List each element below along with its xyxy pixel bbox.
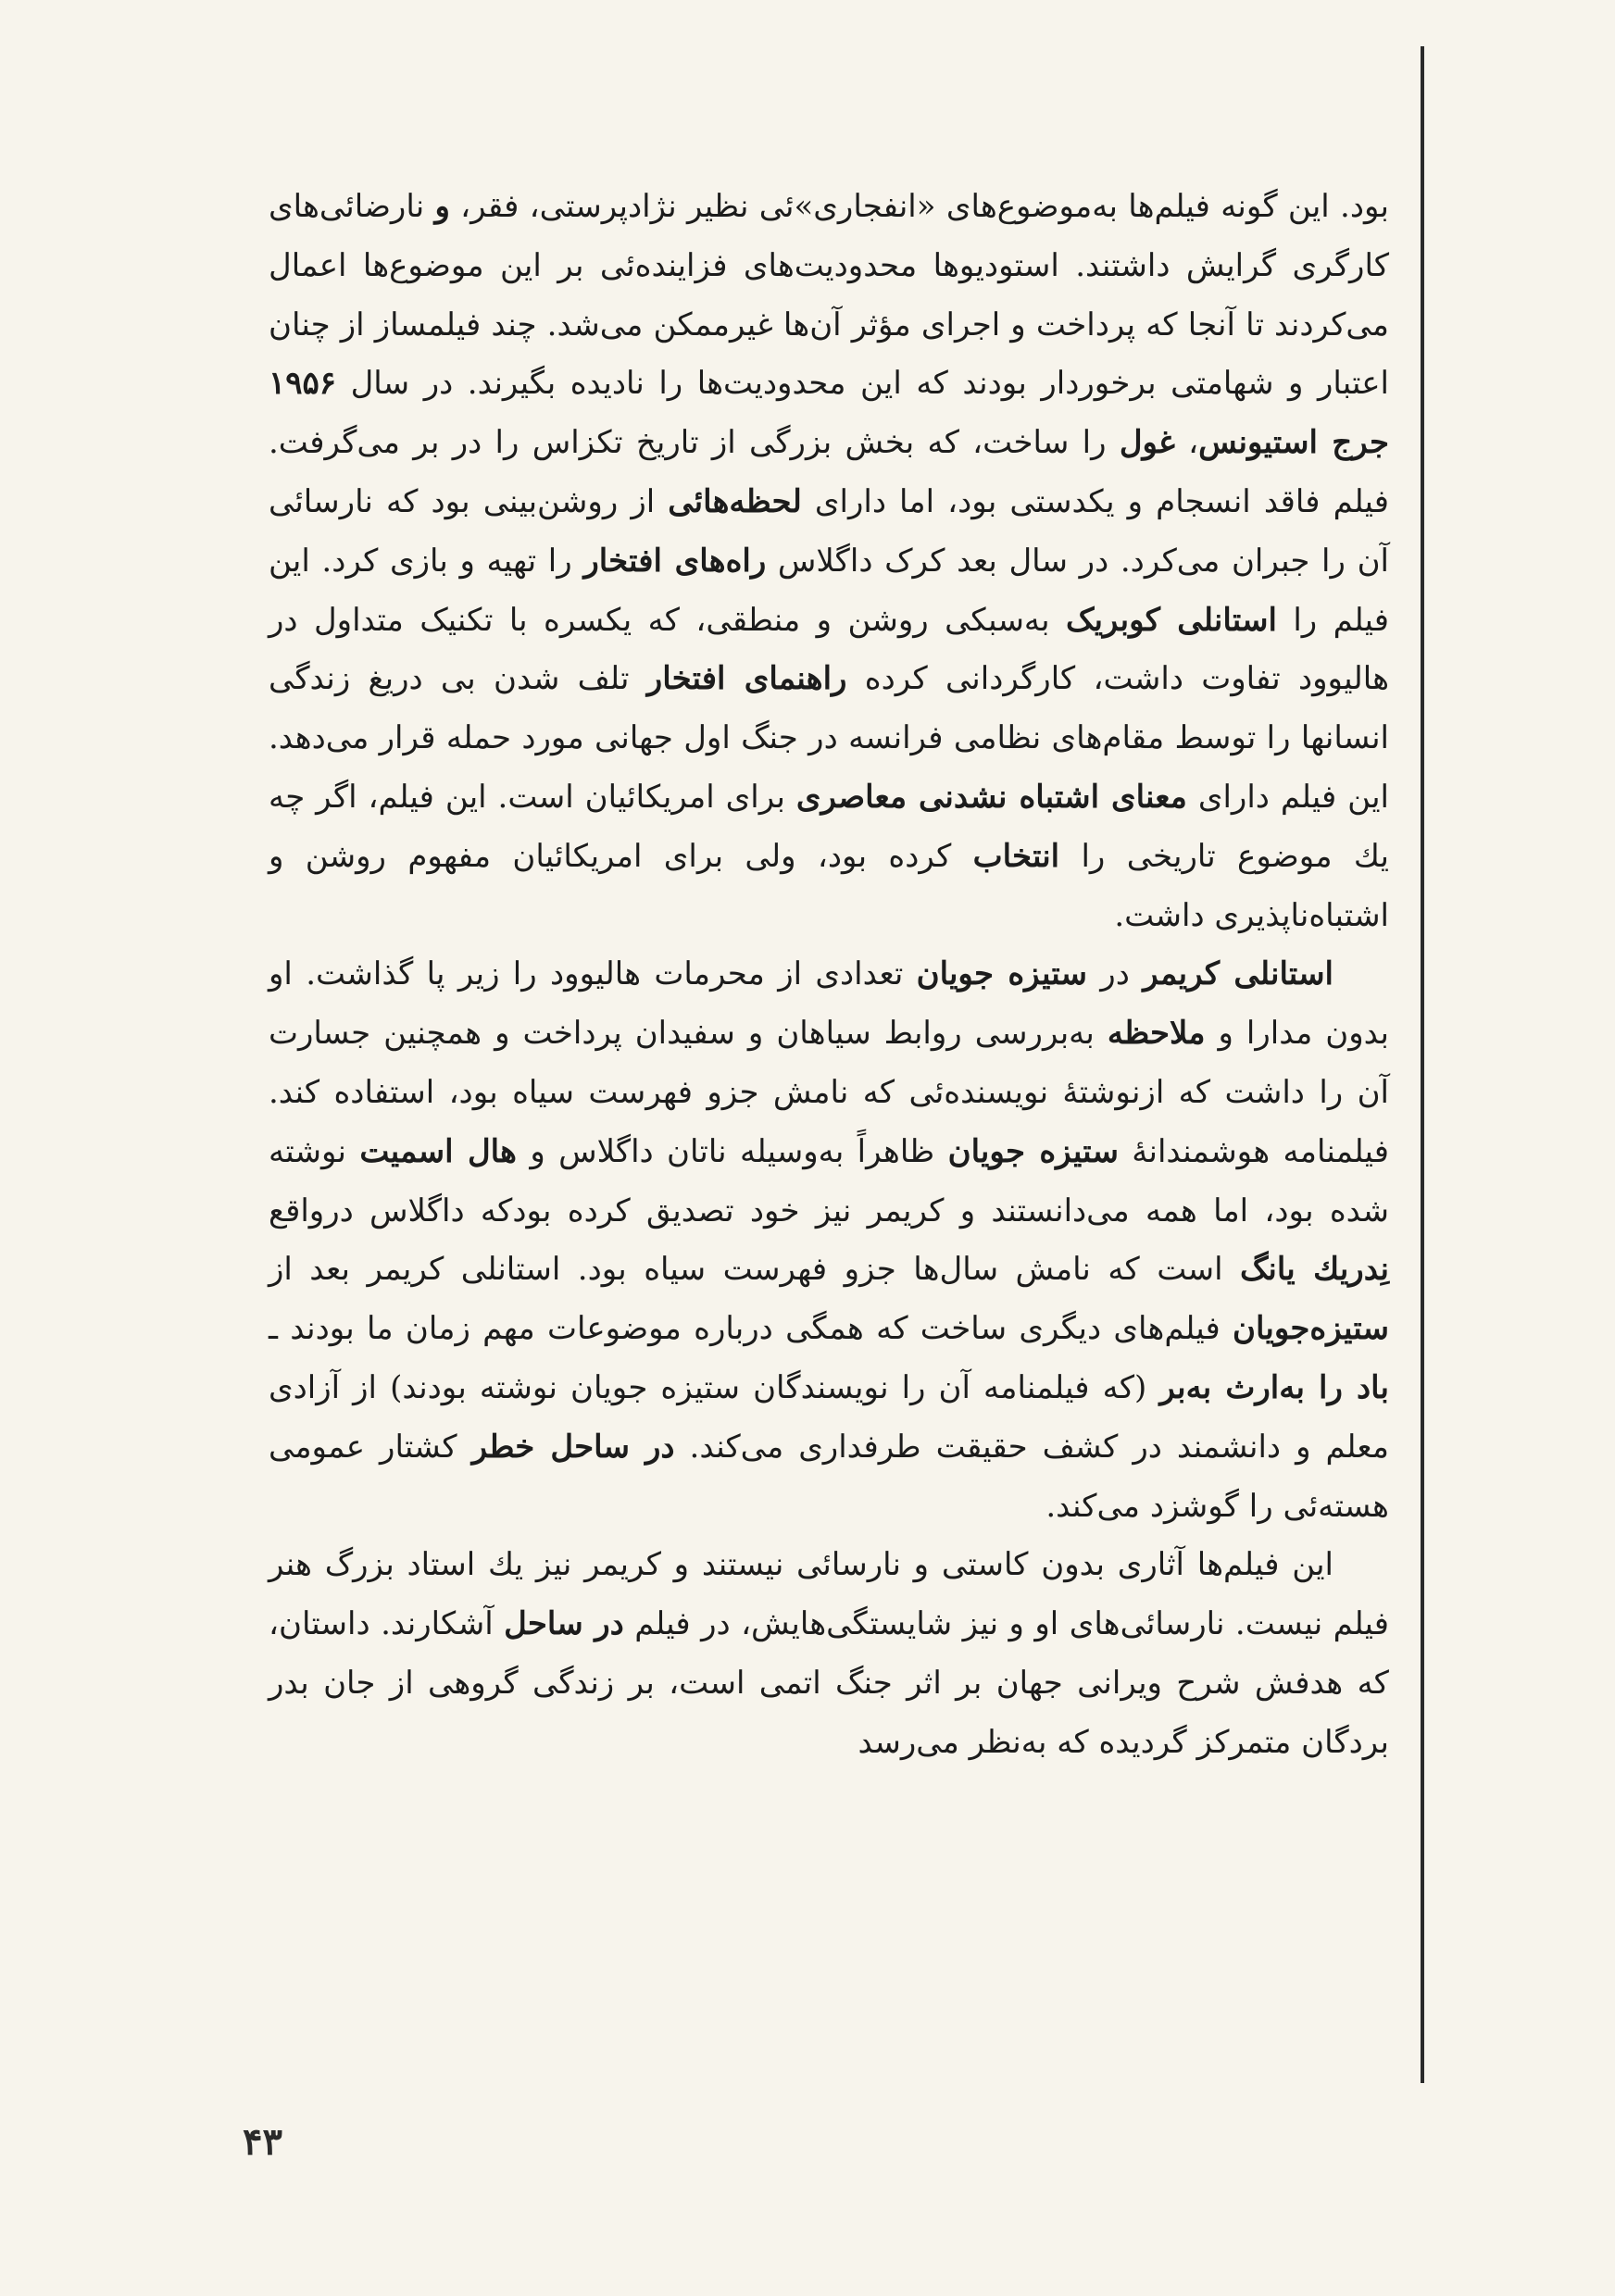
text-run: ،: [1174, 424, 1199, 462]
text-run: به‌سبکی روشن و منطقی، که یکسره با تکنیک متداول در هالیوود تفاوت داشت، کارگردانی کرده: [269, 601, 1389, 698]
page-number: ۴۳: [243, 2120, 282, 2164]
text-run: کرده بود، ولی برای امریکائیان مفهوم روشن و اشتباه‌ناپذیری داشت.: [269, 837, 1389, 934]
bold-term: راه‌های افتخار: [583, 542, 767, 580]
text-run: از روشن‌بینی بود که نارسائی آن را جبران می‌کرد. در سال بعد کرک داگلاس: [269, 482, 1389, 580]
bold-term: نِدریك یانگ: [1239, 1251, 1390, 1289]
text-run: تعدادی از محرمات هالیوود را زیر پا گذاشت. او بدون مدارا و: [269, 955, 1389, 1053]
bold-term: هال اسمیت: [359, 1132, 517, 1170]
text-run: را ساخت، که بخش بزرگی از تاریخ تکزاس را در بر می‌گرفت. فیلم فاقد انسجام و یکدستی بود، اما دارای: [269, 424, 1390, 520]
margin-rule: [1421, 46, 1424, 2083]
bold-term: ستیزه جویان: [916, 955, 1087, 993]
bold-term: استانلی کریمر: [1143, 955, 1333, 993]
text-run: تلف شدن بی دریغ زندگی انسانها را توسط مقام‌های نظامی فرانسه در جنگ اول جهانی مورد حمله قرار می‌دهد. این فیلم دارای: [269, 660, 1389, 816]
text-run: (که فیلمنامه آن را نویسندگان ستیزه جویان نوشته بودند) از آزادی معلم و دانشمند در کشف حقیقت طرفداری می‌کند.: [269, 1368, 1389, 1466]
bold-term: در ساحل: [504, 1605, 624, 1643]
text-run: به‌بررسی روابط سیاهان و سفیدان پرداخت و همچنین جسارت آن را داشت که ازنوشتهٔ نویسنده‌ئی که نامش جزو فهرست سیاه بود، استفاده کند. فیلمنامه هوشمندانهٔ: [269, 1015, 1390, 1170]
text-run: را تهیه و بازی کرد. این فیلم را: [269, 542, 1389, 639]
bold-term: در ساحل خطر: [471, 1428, 675, 1466]
text-run: است که نامش سال‌ها جزو فهرست سیاه بود. استانلی کریمر بعد از: [269, 1251, 1240, 1289]
paragraph-2: [269, 945, 1389, 1536]
bold-term: غول: [1119, 424, 1175, 462]
body-text: [269, 178, 1389, 1773]
text-run: آشکارند. داستان، که هدفش شرح ویرانی جهان بر اثر جنگ اتمی است، بر زندگی گروهی از جان بدر بردگان متمرکز گردیده که به‌نظر می‌رسد: [269, 1605, 1389, 1761]
text-run: فیلم‌های دیگری ساخت که همگی درباره موضوعات مهم زمان ما بودند ـ: [269, 1310, 1233, 1348]
text-run: بود. این گونه فیلم‌ها به‌موضوع‌های «انفجاری»ئی نظیر نژادپرستی، فقر،: [449, 188, 1389, 225]
bold-term: ۱۹۵۶ جرج استیونس: [269, 365, 1390, 462]
text-run: در: [1086, 955, 1144, 993]
bold-term: باد را به‌ارث به‌بر: [1159, 1368, 1389, 1406]
text-run: نارضائی‌های کارگری گرایش داشتند. استودیوها محدودیت‌های فزاینده‌ئی بر این موضوع‌ها اعمال می‌کردند تا آنجا که پرداخت و اجرای مؤثر آن‌ها غیرممکن می‌شد. چند فیلمساز از چنان اعتبار و شهامتی برخوردار بودند که این محدودیت‌ها را نادیده بگیرند. در سال: [269, 188, 1389, 403]
bold-term: ستیزه جویان: [947, 1132, 1119, 1170]
bold-term: و: [434, 188, 450, 225]
bold-term: ستیزه‌جویان: [1233, 1310, 1389, 1348]
text-run: برای امریکائیان است. این فیلم، اگر چه یك موضوع تاریخی را: [269, 778, 1389, 875]
bold-term: انتخاب: [972, 837, 1060, 875]
bold-term: استانلی کوبریک: [1066, 601, 1277, 639]
paragraph-1: [269, 178, 1389, 945]
text-run: ظاهراً به‌وسیله ناتان داگلاس و: [516, 1132, 948, 1170]
bold-term: ملاحظه: [1107, 1015, 1206, 1053]
bold-term: لحظه‌هائی: [668, 482, 802, 520]
text-run: کشتار عمومی هسته‌ئی را گوشزد می‌کند.: [269, 1428, 1389, 1525]
bold-term: معنای اشتباه نشدنی معاصری: [795, 778, 1187, 816]
paragraph-3: [269, 1536, 1389, 1772]
text-run: این فیلم‌ها آثاری بدون کاستی و نارسائی نیستند و کریمر نیز یك استاد بزرگ هنر فیلم نیست. نارسائی‌های او و نیز شایستگی‌هایش، در فیلم: [269, 1546, 1390, 1643]
text-run: نوشته شده بود، اما همه می‌دانستند و کریمر نیز خود تصدیق کرده بودکه داگلاس درواقع: [269, 1132, 1389, 1229]
bold-term: راهنمای افتخار: [646, 660, 847, 698]
